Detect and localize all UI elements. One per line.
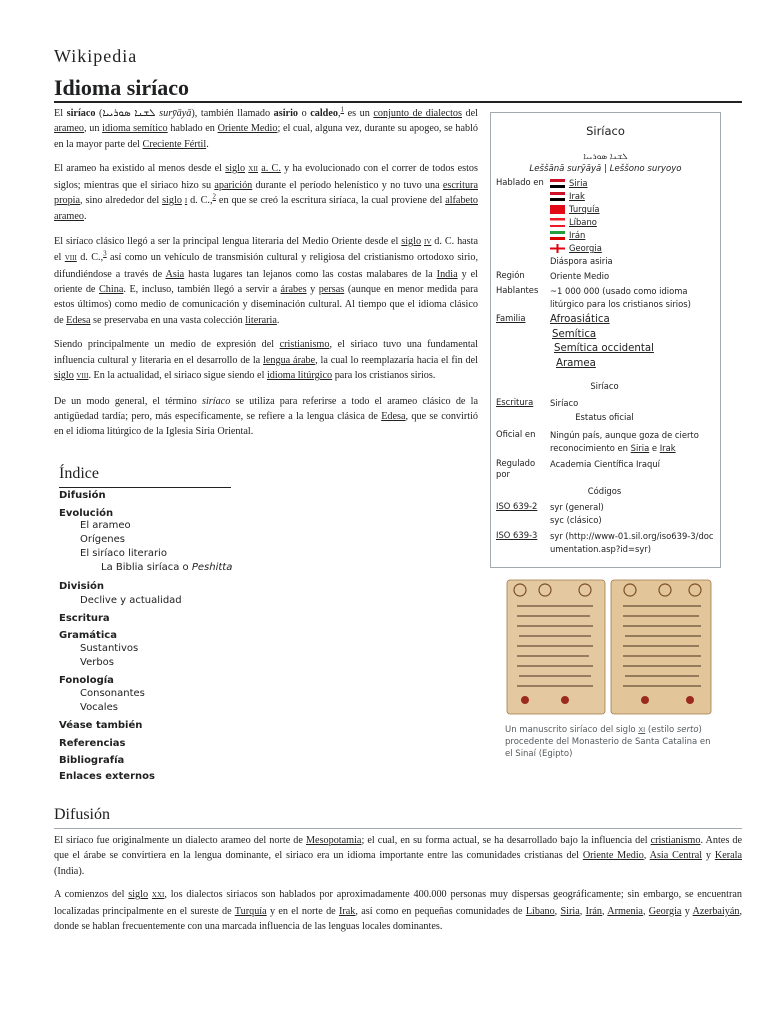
link-oriente-medio[interactable]: Oriente Medio bbox=[217, 123, 278, 135]
link-lengua-arabe[interactable]: lengua árabe bbox=[263, 354, 316, 366]
image-caption: Un manuscrito siríaco del siglo XI (estilo serto) procedente del Monasterio de Santa Catalina en el Sinaí (Egipto) bbox=[505, 725, 711, 759]
diaspora-text: Diáspora asiria bbox=[550, 256, 613, 266]
toc-item-enlaces-externos[interactable]: Enlaces externos bbox=[59, 771, 155, 782]
link-century[interactable]: IV bbox=[424, 237, 432, 246]
toc-item-siriaco-literario[interactable]: El siríaco literario bbox=[80, 548, 167, 559]
country-georgia: Georgia bbox=[550, 242, 718, 255]
section-body-difusion bbox=[54, 833, 742, 942]
family-link[interactable]: Semítica occidental bbox=[554, 343, 654, 354]
toc-item-evolucion[interactable]: Evolución bbox=[59, 508, 114, 519]
link-century[interactable]: VIII bbox=[64, 254, 77, 263]
link-conjunto-dialectos[interactable]: conjunto de dialectos bbox=[373, 108, 462, 119]
wikipedia-logo[interactable]: Wikipedia bbox=[54, 46, 138, 66]
link-siria[interactable]: Siria bbox=[560, 905, 580, 917]
link-region[interactable]: Oriente Medio bbox=[550, 271, 610, 281]
toc-item-declive[interactable]: Declive y actualidad bbox=[80, 595, 182, 606]
toc-item-referencias[interactable]: Referencias bbox=[59, 738, 126, 749]
syria-flag-icon bbox=[550, 179, 565, 188]
link-libano[interactable]: Líbano bbox=[525, 905, 555, 917]
infobox-countries bbox=[550, 177, 718, 268]
toc-item-origenes[interactable]: Orígenes bbox=[80, 534, 125, 545]
link-kerala[interactable]: Kerala bbox=[714, 850, 742, 862]
difusion-paragraph-1: El siríaco fue originalmente un dialecto arameo del norte de Mesopotamia; el cual, en su forma actual, se ha desarrollado bajo la influencia del cristianismo. Antes de que el árabe se convirtiera en la lengua dominante, el siriaco era un idioma importante entre las comunidades cristianas del Oriente Medio, Asia Central y Kerala (India). bbox=[54, 835, 742, 877]
link-ac[interactable]: a. C. bbox=[261, 163, 281, 175]
intro-paragraph-3: El siríaco clásico llegó a ser la principal lengua literaria del Medio Oriente desde el siglo IV d. C. hasta el VIII d. C.,$^3$ así como un vehículo de transmisión cultural y religiosa del cristianismo ortodoxo sirio, difundiéndose a través de Asia hasta lugares tan lejanos como las costas malabares de la India y el oriente de China. E, incluso, también llegó a servir a árabes y persas (aunque en menor medida para estos últimos) como medio de comunicación y diseminación cultural. Al tiempo que el idioma clásico de Edesa se preservaba en una vasta colección literaria. bbox=[54, 235, 479, 326]
link-siglo[interactable]: siglo bbox=[54, 370, 74, 382]
ref-link[interactable]: 2 bbox=[212, 192, 217, 201]
link-siglo[interactable]: siglo bbox=[128, 889, 149, 901]
toc-item-vease-tambien[interactable]: Véase también bbox=[59, 720, 143, 731]
link-century[interactable]: XII bbox=[248, 165, 259, 174]
link-irak[interactable]: Irak bbox=[339, 905, 356, 917]
toc-item-difusion[interactable]: Difusión bbox=[59, 490, 106, 501]
toc-item-biblia-siriaca[interactable]: La Biblia siríaca o Peshitta bbox=[101, 562, 233, 573]
link-azerbaiyan[interactable]: Azerbaiyán bbox=[692, 905, 740, 917]
title-divider bbox=[54, 101, 742, 103]
official-status-header: Estatus oficial bbox=[575, 412, 634, 422]
family-tree bbox=[550, 313, 718, 371]
link-siglo[interactable]: siglo bbox=[162, 195, 182, 207]
link-creciente-fertil[interactable]: Creciente Fértil bbox=[142, 138, 207, 150]
link-cristianismo[interactable]: cristianismo bbox=[650, 835, 701, 846]
family-link[interactable]: Semítica bbox=[552, 328, 597, 340]
toc-title: Índice bbox=[59, 465, 99, 482]
toc-item-division[interactable]: División bbox=[59, 581, 105, 592]
difusion-paragraph-2: A comienzos del siglo XXI, los dialectos siriacos son hablados por aproximadamente 400.000 personas muy dispersas geográficamente; sin embargo, se encuentran localizadas principalmente en el sureste de Turquía y en el norte de Irak, así como en pequeñas comunidades de Líbano, Siria, Irán, Armenia, Georgia y Azerbaiyán, donde se hablan frecuentemente con una marcada influencia de las lenguas locales dominantes. bbox=[54, 889, 743, 933]
intro-paragraph-4: Siendo principalmente un medio de expresión del cristianismo, el siriaco tuvo una fundamental influencia cultural y literaria en el desarrollo de la lengua árabe, la cual lo reemplazaría hacia el fin del siglo VIII. En la actualidad, el siriaco sigue siendo el idioma litúrgico para los cristianos sirios. bbox=[54, 339, 479, 382]
country-syria: Siria bbox=[550, 177, 718, 190]
link-iran[interactable]: Irán bbox=[585, 905, 603, 917]
toc-item-fonologia[interactable]: Fonología bbox=[59, 675, 114, 686]
codes-header: Códigos bbox=[587, 486, 622, 496]
link-india[interactable]: India bbox=[436, 268, 458, 280]
section-heading-difusion: Difusión bbox=[54, 806, 110, 823]
infobox-label: Hablado en bbox=[496, 177, 544, 187]
intro-paragraph-5: De un modo general, el término siríaco se utiliza para referirse a todo el arameo clásico de la antigüedad tardía; pero, más específicamente, se refiere a la lengua clásica de Edesa, que se convirtió en el idioma litúrgico de la Iglesia Siria Oriental. bbox=[54, 395, 478, 438]
family-leaf: Siríaco bbox=[590, 381, 619, 391]
link-iso3[interactable]: syr (http://www-01.sil.org/iso639-3/documentation.asp?id=syr) bbox=[550, 531, 714, 554]
toc-item-sustantivos[interactable]: Sustantivos bbox=[80, 643, 139, 654]
infobox-native-name: ܠܫܢܐ ܣܘܪܝܝܐ bbox=[583, 152, 628, 162]
link-idioma-liturgico[interactable]: idioma litúrgico bbox=[266, 370, 333, 382]
link-turquia[interactable]: Turquía bbox=[234, 905, 267, 917]
link-alfabeto-arameo[interactable]: alfabeto arameo bbox=[54, 195, 478, 223]
iran-flag-icon bbox=[550, 231, 565, 240]
georgia-flag-icon bbox=[550, 244, 565, 253]
toc-item-vocales[interactable]: Vocales bbox=[80, 702, 118, 713]
link-oriente-medio[interactable]: Oriente Medio bbox=[582, 850, 644, 862]
section-divider bbox=[54, 828, 742, 829]
link-century[interactable]: I bbox=[184, 197, 188, 206]
family-link[interactable]: Aramea bbox=[556, 357, 596, 369]
link-siglo[interactable]: siglo bbox=[225, 163, 246, 175]
page-title: Idioma siríaco bbox=[54, 75, 190, 100]
link-asia-central[interactable]: Asia Central bbox=[649, 850, 703, 862]
syriac-manuscript-image[interactable] bbox=[505, 576, 715, 719]
infobox-title: Siríaco bbox=[586, 124, 625, 138]
toc-item-consonantes[interactable]: Consonantes bbox=[80, 688, 145, 699]
toc-item-bibliografia[interactable]: Bibliografía bbox=[59, 755, 125, 766]
link-escritura-propia[interactable]: escritura propia bbox=[54, 179, 478, 207]
country-lebanon: Líbano bbox=[550, 216, 718, 229]
toc-divider bbox=[59, 487, 231, 488]
link-mesopotamia[interactable]: Mesopotamia bbox=[305, 835, 362, 846]
ref-link[interactable]: 3 bbox=[103, 249, 107, 258]
link-china[interactable]: China bbox=[99, 284, 124, 296]
toc-item-gramatica[interactable]: Gramática bbox=[59, 630, 117, 641]
link-cristianismo[interactable]: cristianismo bbox=[279, 339, 330, 351]
link-arameo[interactable]: arameo bbox=[54, 123, 84, 135]
link-edesa[interactable]: Edesa bbox=[381, 410, 406, 422]
ref-link[interactable]: 1 bbox=[340, 105, 345, 114]
link-persas[interactable]: persas bbox=[318, 284, 345, 296]
link-century[interactable]: VIII bbox=[76, 372, 89, 381]
intro-paragraph-2: El arameo ha existido al menos desde el siglo XII a. C. y ha evolucionado con el correr de todos estos siglos; mientras que el siriaco hizo su aparición durante el período helenístico y no tuvo una escritura propia, sino alrededor del siglo I d. C.,$^2$ en que se creó la escritura siríaca, la cual proviene del alfabeto arameo. bbox=[54, 163, 478, 223]
link-armenia[interactable]: Armenia bbox=[607, 905, 643, 917]
infobox-transliteration: Leššānā surȳāyā | Leššono suryoyo bbox=[529, 164, 682, 174]
link-siglo[interactable]: siglo bbox=[401, 235, 422, 247]
link-idioma-semitico[interactable]: idioma semítico bbox=[102, 123, 168, 135]
link-literaria[interactable]: literaria bbox=[245, 314, 277, 326]
toc-item-el-arameo[interactable]: El arameo bbox=[80, 520, 131, 531]
link-script[interactable]: Siríaco bbox=[550, 398, 579, 408]
country-iraq: Irak bbox=[550, 190, 718, 203]
link-century[interactable]: XXI bbox=[151, 891, 165, 900]
turkey-flag-icon bbox=[550, 205, 565, 214]
toc-item-verbos[interactable]: Verbos bbox=[80, 657, 115, 668]
link-aparicion[interactable]: aparición bbox=[214, 179, 253, 191]
language-infobox: Siríaco ܠܫܢܐ ܣܘܪܝܝܐ Leššānā surȳāyā | Leššono suryoyo Hablado en Siria Irak Turquía Líbano Irán Georgia Diáspora asiria Región Oriente Medio Hablantes ~1 000 000 (usado como idioma litúrgico para los cristianos sirios) Familia Afroasiática Semítica Semítica occidental Aramea Siríaco Escritura Siríaco Estatus oficial Oficial en Ningún país, aunque goza de cierto reconocimiento en Siria e Irak Regulado por Academia Científica Iraquí Códigos ISO 639-2 syr (general) syc (clásico) ISO 639-3 syr (http://www-01.sil.org/iso639-3/documentation.asp?id=syr) bbox=[490, 112, 721, 568]
link-georgia[interactable]: Georgia bbox=[648, 905, 682, 917]
link-asia[interactable]: Asia bbox=[165, 268, 185, 280]
intro-paragraph-1: El siríaco (ܠܫܢܐ ܣܘܪܝܝܐ surȳāyā), también llamado asirio o caldeo,$^1$ es un conjunto de dialectos del arameo, un idioma semítico hablado en Oriente Medio; el cual, alguna vez, durante su apogeo, se habló en la mayor parte del Creciente Fértil. bbox=[54, 105, 478, 150]
link-siria[interactable]: Siria bbox=[630, 443, 650, 453]
country-iran: Irán bbox=[550, 229, 718, 242]
link-irak[interactable]: Irak bbox=[659, 443, 676, 453]
lebanon-flag-icon bbox=[550, 218, 565, 227]
link-edesa[interactable]: Edesa bbox=[66, 314, 91, 326]
iraq-flag-icon bbox=[550, 192, 565, 201]
toc-item-escritura[interactable]: Escritura bbox=[59, 613, 110, 624]
link-arabes[interactable]: árabes bbox=[280, 284, 307, 296]
country-turkey: Turquía bbox=[550, 203, 718, 216]
family-link[interactable]: Afroasiática bbox=[550, 314, 610, 325]
intro-text bbox=[54, 106, 478, 449]
